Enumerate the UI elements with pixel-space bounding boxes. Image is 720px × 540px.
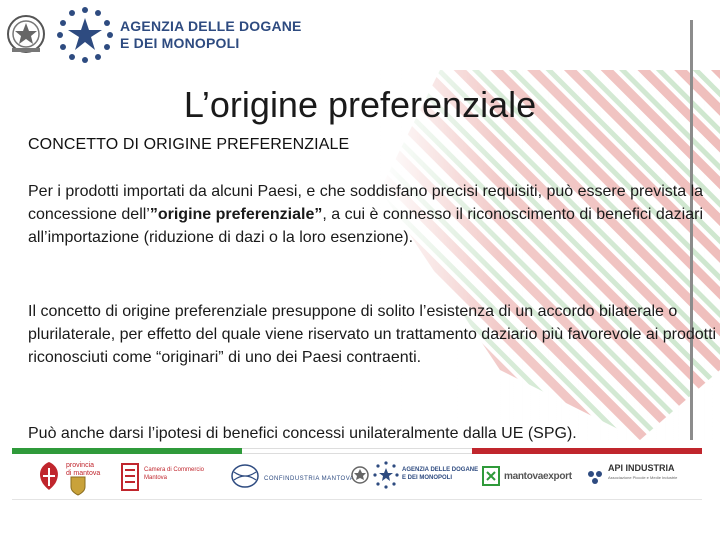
paragraph-1-before: Per i prodotti importati da alcuni Paesi, e che soddisfano precisi requisiti, può essere prevista la concessione dell’	[28, 183, 704, 223]
agency-name	[120, 18, 302, 52]
small-agency-line2: E DEI MONOPOLI	[402, 475, 453, 481]
small-agency-text	[402, 466, 478, 482]
agency-name-line1: AGENZIA DELLE DOGANE	[120, 18, 302, 34]
chamber-line1: Camera di Commercio	[144, 467, 205, 473]
api-logo-icon	[586, 468, 606, 486]
api-line2: Associazione Piccole e Medie Industrie	[608, 475, 678, 480]
paragraph-2: Il concetto di origine preferenziale presuppone di solito l’esistenza di un accordo bilaterale o plurilaterale, per effetto del quale viene riservato un trattamento daziario più favorevole ai prodotti riconosciuti come “originari” di uno dei Paesi contraenti.	[28, 303, 717, 366]
provincia-line2: di mantova	[66, 470, 101, 477]
chamber-logo-icon	[120, 462, 140, 492]
agency-name-line2: E DEI MONOPOLI	[120, 35, 240, 51]
paragraph-1-bold: ”origine preferenziale”	[149, 206, 323, 223]
provincia-logo-icon	[34, 460, 64, 492]
footer-logos	[12, 454, 702, 500]
api-logo-text	[608, 464, 677, 482]
mantovaexport-logo-text: mantovaexport	[504, 471, 572, 482]
paragraph-1	[28, 180, 718, 249]
coat-of-arms-icon	[70, 476, 86, 496]
republic-emblem-icon	[4, 12, 48, 56]
small-star-wreath-icon	[372, 460, 400, 490]
mantovaexport-logo-icon	[482, 466, 500, 486]
paragraph-1-after: , a cui è connesso il riconoscimento di benefici daziari all’importazione (riduzione di dazi o la loro esenzione).	[28, 206, 703, 246]
star-wreath-icon	[54, 4, 116, 66]
confindustria-logo-icon	[230, 462, 260, 490]
chamber-logo-text	[144, 466, 204, 482]
section-heading: CONCETTO DI ORIGINE PREFERENZIALE	[28, 136, 350, 153]
api-line1: API INDUSTRIA	[608, 463, 675, 473]
confindustria-logo-text: CONFINDUSTRIA MANTOVA	[264, 476, 355, 482]
slide-title: L’origine preferenziale	[183, 84, 537, 125]
small-emblem-icon	[350, 464, 370, 486]
chamber-line2: Mantova	[144, 475, 168, 481]
paragraph-3: Può anche darsi l’ipotesi di benefici concessi unilateralmente dalla UE (SPG).	[28, 425, 577, 442]
small-agency-line1: AGENZIA DELLE DOGANE	[402, 467, 479, 473]
provincia-line1: provincia	[66, 462, 95, 469]
